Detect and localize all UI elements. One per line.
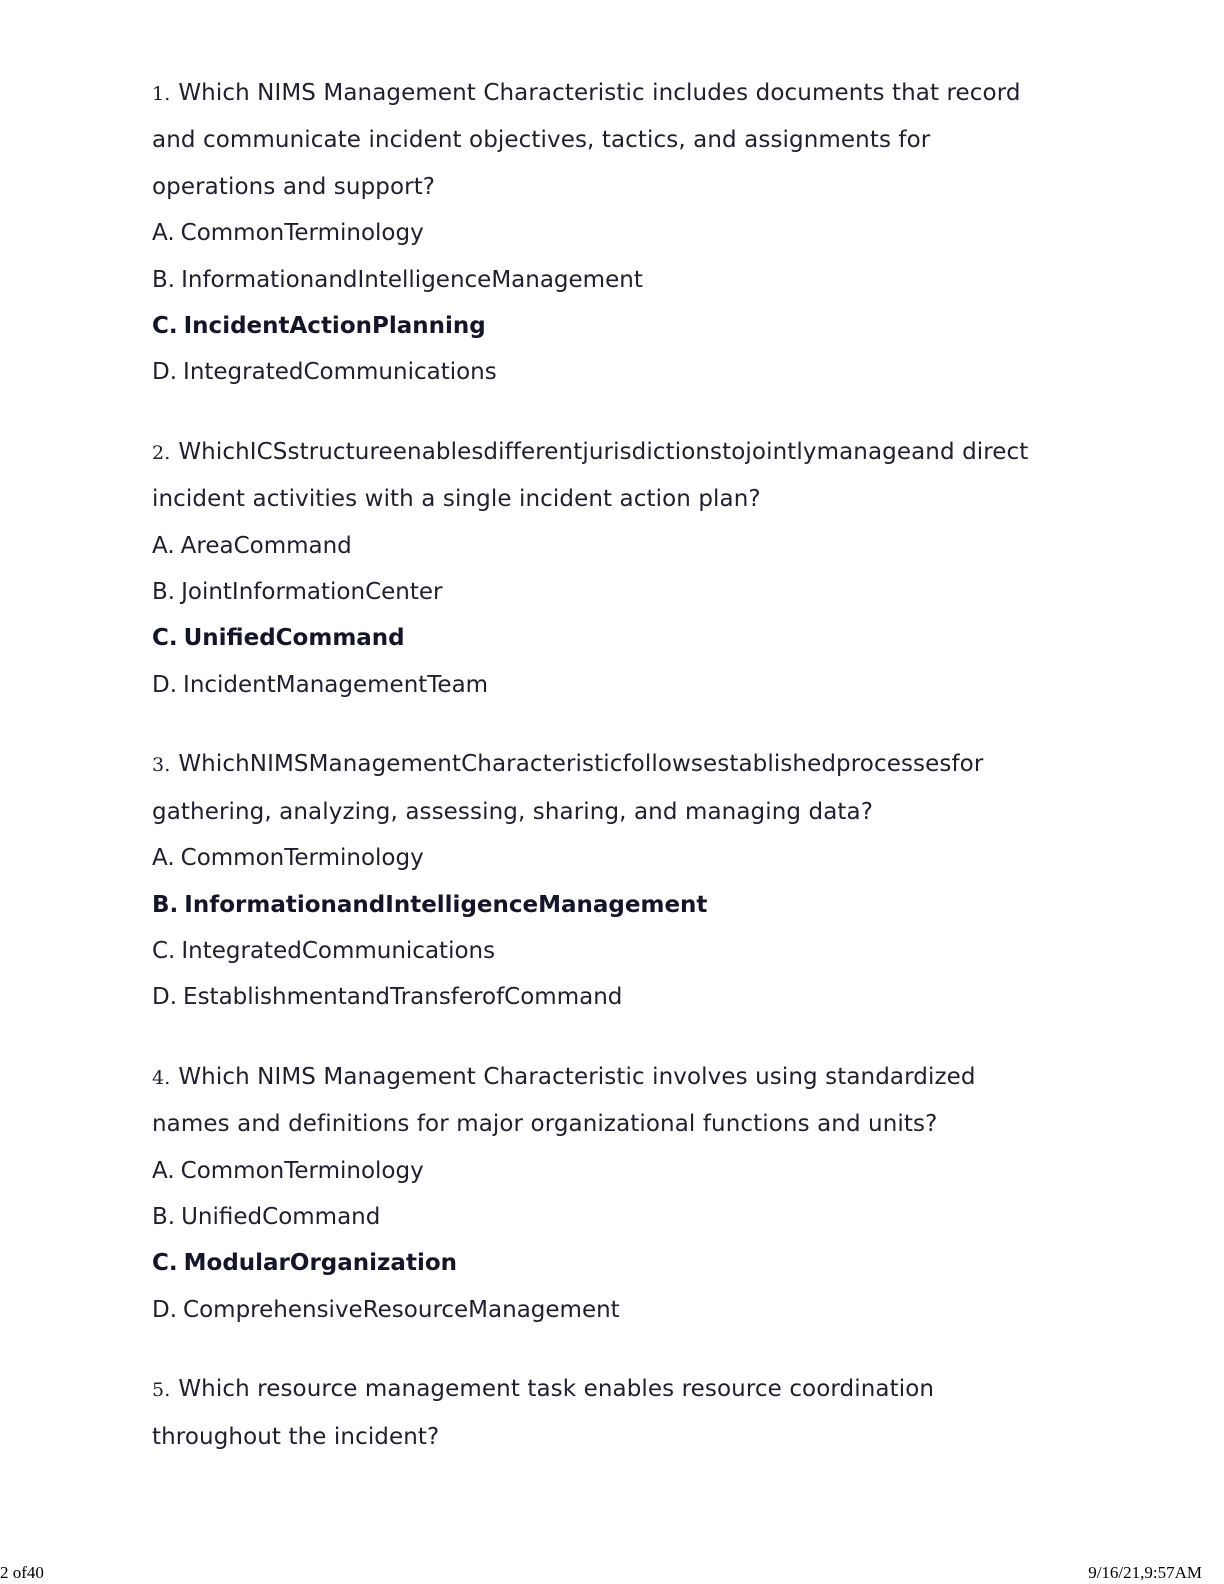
option-text: UnifiedCommand [181, 1203, 381, 1230]
option-d [152, 1287, 1052, 1333]
option-a [152, 523, 1052, 569]
option-letter: B. [152, 891, 179, 918]
question-prompt [152, 741, 1052, 835]
option-text: EstablishmentandTransferofCommand [183, 984, 623, 1011]
option-text: IncidentManagementTeam [183, 671, 489, 698]
option-text: CommonTerminology [180, 845, 424, 872]
option-letter: A. [152, 845, 175, 872]
option-letter: A. [152, 532, 175, 559]
question-prompt [152, 429, 1052, 523]
option-text: AreaCommand [180, 532, 352, 559]
option-letter: D. [152, 671, 178, 698]
option-b [152, 569, 1052, 615]
option-letter: C. [152, 1250, 178, 1277]
option-d [152, 974, 1052, 1020]
option-text: IncidentActionPlanning [183, 313, 486, 340]
question-4 [152, 1054, 1052, 1333]
question-text: Which resource management task enables resource coordination throughout the incident? [152, 1376, 935, 1450]
option-letter: D. [152, 1296, 178, 1323]
option-a [152, 210, 1052, 256]
question-number: 3. [152, 754, 171, 777]
question-text: Which NIMS Management Characteristic involves using standardized names and definitions for major organizational functions and units? [152, 1063, 976, 1138]
option-b-correct [152, 882, 1052, 928]
option-text: CommonTerminology [180, 220, 424, 247]
option-b [152, 257, 1052, 303]
option-text: ComprehensiveResourceManagement [183, 1296, 620, 1323]
question-3 [152, 741, 1052, 1020]
question-text: Which NIMS Management Characteristic includes documents that record and communicate incident objectives, tactics, and assignments for operations and support? [152, 80, 1021, 200]
question-text: WhichICSstructureenablesdifferentjurisdictionstojointlymanageand direct incident activities with a single incident action plan? [152, 438, 1029, 513]
option-c-correct [152, 1240, 1052, 1286]
question-1 [152, 70, 1052, 396]
question-number: 2. [152, 441, 171, 464]
question-prompt [152, 1366, 1052, 1460]
option-a [152, 835, 1052, 881]
option-text: InformationandIntelligenceManagement [184, 891, 708, 918]
option-letter: C. [152, 937, 176, 964]
question-prompt [152, 70, 1052, 210]
question-number: 1. [152, 83, 171, 105]
option-text: InformationandIntelligenceManagement [181, 266, 643, 293]
option-text: IntegratedCommunications [183, 359, 497, 386]
option-c-correct [152, 303, 1052, 349]
option-letter: A. [152, 1157, 175, 1184]
option-d [152, 662, 1052, 708]
question-5 [152, 1366, 1052, 1460]
question-number: 4. [152, 1066, 171, 1089]
option-letter: B. [152, 266, 176, 293]
option-letter: C. [152, 625, 178, 652]
option-letter: D. [152, 984, 178, 1011]
question-2 [152, 429, 1052, 708]
option-text: ModularOrganization [183, 1250, 457, 1277]
question-text: WhichNIMSManagementCharacteristicfollowsestablishedprocessesfor gathering, analyzing, assessing, sharing, and managing data? [152, 751, 984, 825]
option-text: JointInformationCenter [181, 579, 443, 606]
option-text: UnifiedCommand [183, 625, 405, 652]
page-counter: 2 of40 [0, 1563, 44, 1582]
option-b [152, 1194, 1052, 1240]
question-prompt [152, 1054, 1052, 1148]
option-letter: A. [152, 220, 175, 247]
question-list [152, 70, 1052, 1493]
option-letter: B. [152, 1203, 176, 1230]
option-text: IntegratedCommunications [181, 937, 496, 964]
option-c [152, 928, 1052, 974]
option-letter: C. [152, 313, 178, 340]
option-c-correct [152, 615, 1052, 661]
option-letter: B. [152, 579, 176, 606]
print-datetime: 9/16/21,9:57AM [1088, 1563, 1202, 1582]
option-text: CommonTerminology [180, 1157, 424, 1184]
option-a [152, 1148, 1052, 1194]
option-letter: D. [152, 359, 178, 386]
question-number: 5. [152, 1379, 171, 1402]
option-d [152, 349, 1052, 395]
